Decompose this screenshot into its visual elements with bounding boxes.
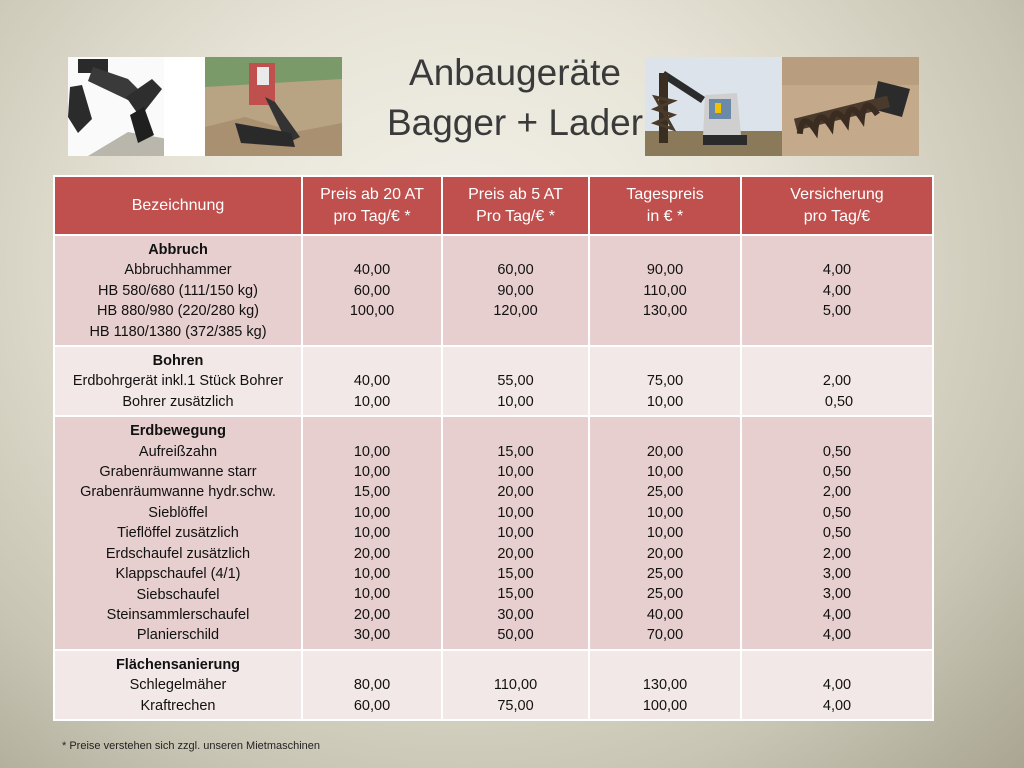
column-header-price-20-days: Preis ab 20 AT pro Tag/€ * [302, 176, 442, 235]
price-value: 4,00 [822, 677, 852, 694]
price-value: 10,00 [353, 566, 391, 583]
table-row [54, 416, 933, 649]
price-value: 40,00 [353, 262, 391, 279]
photo-demolition-grapple [68, 57, 205, 156]
price-value: 130,00 [642, 677, 688, 694]
price-value: 120,00 [493, 303, 538, 320]
price-value: 4,00 [822, 606, 852, 623]
item-label: Schlegelmäher [129, 677, 227, 694]
price-value: 20,00 [646, 545, 684, 562]
price-value: 25,00 [646, 586, 684, 603]
item-label: Kraftrechen [140, 697, 216, 714]
item-label: HB 1180/1380 (372/385 kg) [89, 323, 267, 340]
table-body [54, 235, 933, 720]
price-value: 25,00 [646, 484, 684, 501]
price-value: 60,00 [353, 697, 391, 714]
price-value: 3,00 [822, 586, 852, 603]
price-value: 100,00 [349, 303, 395, 320]
item-label: Klappschaufel (4/1) [115, 566, 241, 583]
insurance-cell [741, 235, 933, 346]
table-row [54, 346, 933, 416]
price-value: 90,00 [497, 282, 534, 299]
price-value: 15,00 [497, 443, 534, 460]
day-price-cell [589, 650, 741, 720]
price-value: 2,00 [822, 545, 852, 562]
price-value: 10,00 [353, 504, 391, 521]
item-label: Siebschaufel [136, 586, 220, 603]
item-label: Erdbohrgerät inkl.1 Stück Bohrer [72, 373, 284, 390]
insurance-cell [741, 650, 933, 720]
price-value: 130,00 [642, 303, 688, 320]
item-label: Erdschaufel zusätzlich [105, 545, 251, 562]
price-value: 20,00 [497, 484, 534, 501]
item-label: Planierschild [136, 627, 220, 644]
photo-auger-excavator [645, 57, 782, 156]
column-header-bezeichnung: Bezeichnung [54, 176, 302, 235]
price-value: 90,00 [646, 262, 684, 279]
footnote: * Preise verstehen sich zzgl. unseren Mietmaschinen [62, 740, 321, 752]
price-value: 10,00 [497, 464, 534, 481]
item-label-cell [54, 416, 302, 649]
price-value: 3,00 [822, 566, 852, 583]
price-value: 20,00 [353, 606, 391, 623]
item-label: Aufreißzahn [138, 443, 218, 460]
column-header-day-price: Tagespreis in € * [589, 176, 741, 235]
item-label: Grabenräumwanne starr [99, 464, 257, 481]
price-value: 4,00 [822, 627, 852, 644]
item-label: HB 580/680 (111/150 kg) [98, 282, 258, 299]
item-label: Abbruchhammer [124, 262, 232, 279]
price-value: 10,00 [497, 393, 534, 410]
price-value: 30,00 [497, 606, 534, 623]
price-value: 40,00 [646, 606, 684, 623]
page-title [380, 48, 650, 148]
price-value: 15,00 [353, 484, 391, 501]
price-value: 100,00 [642, 697, 688, 714]
item-label-cell [54, 650, 302, 720]
price-value: 110,00 [643, 282, 687, 299]
item-label: Sieblöffel [148, 504, 208, 521]
price-value: 10,00 [353, 443, 391, 460]
item-label: Steinsammlerschaufel [106, 606, 250, 623]
price-value: 0,50 [820, 393, 854, 410]
price-value: 10,00 [646, 504, 684, 521]
price-value: 10,00 [497, 525, 534, 542]
group-heading: Bohren [152, 353, 204, 370]
price-value: 15,00 [497, 586, 534, 603]
column-header-insurance: Versicherung pro Tag/€ [741, 176, 933, 235]
group-heading: Flächensanierung [115, 656, 241, 673]
price-value: 30,00 [353, 627, 391, 644]
item-label: Tieflöffel zusätzlich [117, 525, 239, 542]
table-header-row [54, 176, 933, 235]
price-value: 20,00 [646, 443, 684, 460]
price-5-days-cell [442, 416, 589, 649]
price-value: 2,00 [822, 373, 852, 390]
price-20-days-cell [302, 416, 442, 649]
price-value: 20,00 [497, 545, 534, 562]
price-value: 10,00 [353, 464, 391, 481]
price-value: 10,00 [353, 586, 391, 603]
price-5-days-cell [442, 346, 589, 416]
table-row [54, 235, 933, 346]
item-label: HB 880/980 (220/280 kg) [96, 303, 260, 320]
item-label: Grabenräumwanne hydr.schw. [80, 484, 276, 501]
day-price-cell [589, 346, 741, 416]
price-20-days-cell [302, 650, 442, 720]
day-price-cell [589, 235, 741, 346]
price-value: 4,00 [822, 282, 852, 299]
price-value: 0,50 [822, 504, 852, 521]
photo-auger-drill [782, 57, 919, 156]
price-20-days-cell [302, 346, 442, 416]
table-row [54, 650, 933, 720]
price-5-days-cell [442, 235, 589, 346]
day-price-cell [589, 416, 741, 649]
price-value: 60,00 [353, 282, 391, 299]
price-value: 10,00 [353, 525, 391, 542]
group-heading: Erdbewegung [130, 423, 226, 440]
price-5-days-cell [442, 650, 589, 720]
price-value: 75,00 [646, 373, 684, 390]
price-value: 10,00 [646, 393, 684, 410]
price-value: 110,00 [493, 677, 538, 694]
column-header-price-5-days: Preis ab 5 AT Pro Tag/€ * [442, 176, 589, 235]
item-label-cell [54, 235, 302, 346]
price-value: 0,50 [822, 464, 852, 481]
price-value: 70,00 [646, 627, 684, 644]
price-value: 2,00 [822, 484, 852, 501]
price-value: 25,00 [646, 566, 684, 583]
item-label-cell [54, 346, 302, 416]
insurance-cell [741, 416, 933, 649]
price-value: 15,00 [497, 566, 534, 583]
title-line-1: Anbaugeräte [409, 52, 621, 93]
price-value: 10,00 [497, 504, 534, 521]
price-value: 55,00 [497, 373, 534, 390]
price-value: 5,00 [822, 303, 852, 320]
rental-rate-table [53, 175, 934, 721]
price-value: 20,00 [353, 545, 391, 562]
price-value: 60,00 [497, 262, 534, 279]
price-20-days-cell [302, 235, 442, 346]
price-value: 0,50 [822, 525, 852, 542]
group-heading: Abbruch [148, 242, 208, 258]
price-value: 50,00 [497, 627, 534, 644]
price-value: 4,00 [822, 697, 852, 714]
price-value: 10,00 [646, 464, 684, 481]
price-value: 80,00 [353, 677, 391, 694]
price-value: 0,50 [822, 443, 852, 460]
title-line-2: Bagger + Lader [386, 102, 644, 143]
item-label: Bohrer zusätzlich [122, 393, 234, 410]
insurance-cell [741, 346, 933, 416]
photo-excavator-bucket [205, 57, 342, 156]
price-value: 40,00 [353, 373, 391, 390]
price-value: 4,00 [822, 262, 852, 279]
price-value: 10,00 [646, 525, 684, 542]
price-value: 10,00 [353, 393, 391, 410]
price-value: 75,00 [497, 697, 534, 714]
